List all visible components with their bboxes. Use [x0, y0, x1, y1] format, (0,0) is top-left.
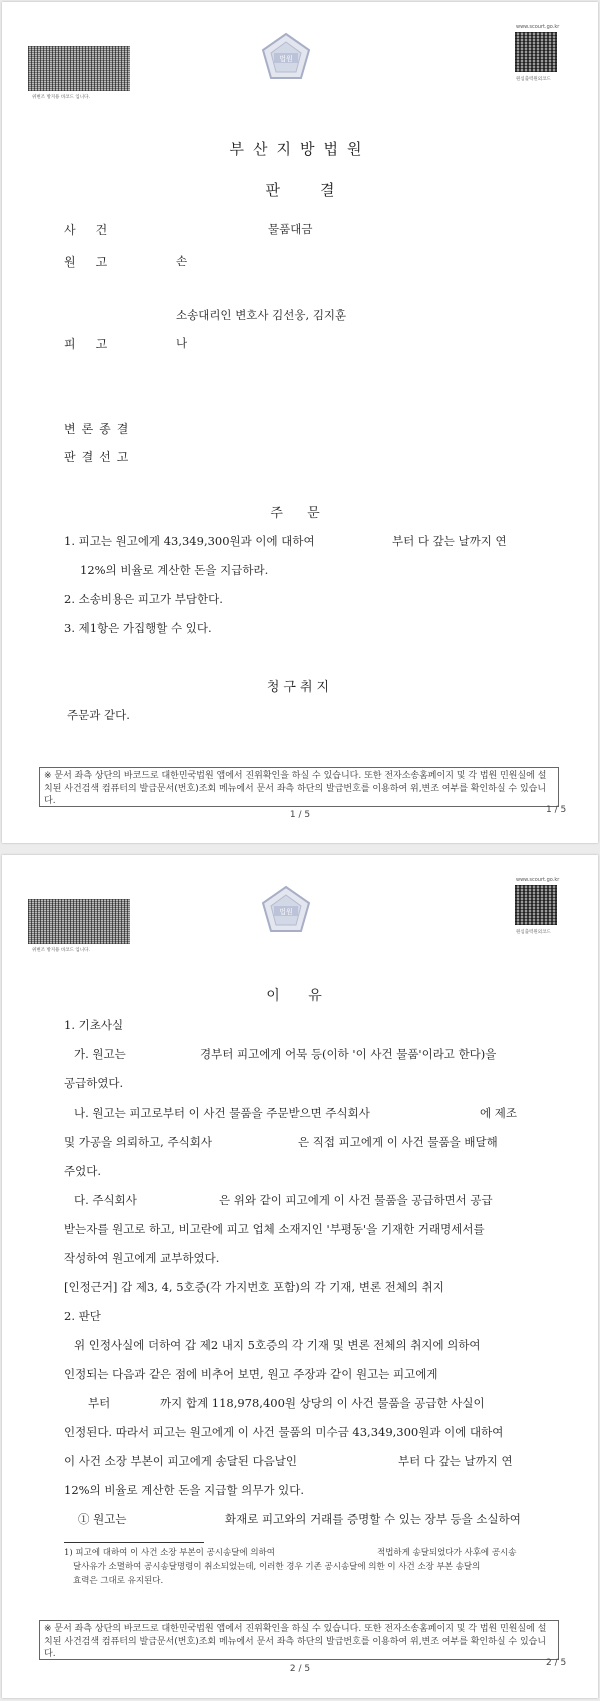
para-c-2: 은 위와 같이 피고에게 이 사건 물품을 공급하면서 공급 — [219, 1193, 493, 1207]
order-2: 2. 소송비용은 피고가 부담한다. — [64, 592, 223, 606]
judgment-line-2: 인정되는 다음과 같은 점에 비추어 보면, 원고 주장과 같이 원고는 피고에게 — [64, 1367, 438, 1381]
qr-caption: 원심출력원외코드 — [516, 930, 551, 935]
closing-date-label: 변론종결 — [64, 422, 135, 436]
court-name: 부산지방법원 — [229, 140, 371, 158]
order-heading: 주 문 — [270, 506, 330, 521]
counsel: 소송대리인 변호사 김선웅, 김지훈 — [176, 308, 347, 322]
page-number-right: 2 / 5 — [546, 1658, 567, 1668]
document-page-2 — [2, 855, 598, 1698]
judgment-line-7b: 화재로 피고와의 거래를 증명할 수 있는 장부 등을 소실하여 — [225, 1512, 521, 1526]
para-c-3: 받는자를 원고로 하고, 비고란에 피고 업체 소재지인 '부평동'을 기재한 거래명세서를 — [64, 1222, 485, 1236]
plaintiff-label: 원고 — [64, 255, 128, 269]
verification-notice: ※ 문서 좌측 상단의 바코드로 대한민국법원 앱에서 진위확인을 하실 수 있습니다. 또한 전자소송홈페이지 및 각 법원 민원실에 설치된 사건검색 컴퓨터의 발급문서(번호)조회 메뉴에서 문서 좌측 하단의 발급번호를 이용하여 위,변조 여부를 확인하실 수 있습니다. — [39, 1620, 559, 1660]
order-3: 3. 제1항은 가집행할 수 있다. — [64, 621, 212, 635]
verdict-date-label: 판결선고 — [64, 450, 135, 464]
footnote-divider — [64, 1542, 204, 1543]
para-a-1: 가. 원고는 — [74, 1047, 126, 1061]
judgment-line-6: 12%의 비율로 계산한 돈을 지급할 의무가 있다. — [64, 1483, 305, 1497]
section-2-title: 2. 판단 — [64, 1309, 101, 1323]
footnote-line-2: 달사유가 소멸하여 공시송달명령이 취소되었는데, 이러한 경우 기존 공시송달에 의한 이 사건 소장 부본 송달의 — [73, 1562, 481, 1572]
para-b-5: 주었다. — [64, 1164, 101, 1178]
footnote-line-1b: 적법하게 송달되었다가 사후에 공시송 — [377, 1548, 517, 1558]
evidence-basis: [인정근거] 갑 제3, 4, 5호증(각 가지번호 포함)의 각 기재, 변론 전체의 취지 — [64, 1280, 444, 1294]
seal-text: 법원 — [279, 55, 293, 63]
footnote-line-3: 효력은 그대로 유지된다. — [73, 1576, 164, 1586]
judgment-line-3b: 까지 합계 118,978,400원 상당의 이 사건 물품을 공급한 사실이 — [160, 1396, 485, 1410]
para-b-3: 및 가공을 의뢰하고, 주식회사 — [64, 1135, 212, 1149]
para-a-3: 공급하였다. — [64, 1076, 124, 1090]
para-b-1: 나. 원고는 피고로부터 이 사건 물품을 주문받으면 주식회사 — [74, 1106, 370, 1120]
page-number: 1 / 5 — [289, 810, 311, 820]
para-b-2: 에 제조 — [480, 1106, 517, 1120]
judgment-line-4: 인정된다. 따라서 피고는 원고에게 이 사건 물품의 미수금 43,349,300원과 이에 대하여 — [64, 1425, 504, 1439]
judgment-line-3a: 부터 — [88, 1396, 111, 1410]
defendant-label: 피고 — [64, 337, 128, 351]
document-page-1 — [2, 2, 598, 843]
order-1-part-c: 12%의 비율로 계산한 돈을 지급하라. — [80, 563, 269, 577]
barcode-caption: 위변조 방지용 바코드 입니다. — [32, 95, 90, 100]
document-title: 판결 — [265, 181, 375, 199]
page-number: 2 / 5 — [289, 1664, 311, 1674]
judgment-line-5b: 부터 다 갚는 날까지 연 — [398, 1454, 513, 1468]
qr-code — [515, 32, 557, 72]
verification-notice: ※ 문서 좌측 상단의 바코드로 대한민국법원 앱에서 진위확인을 하실 수 있습니다. 또한 전자소송홈페이지 및 각 법원 민원실에 설치된 사건검색 컴퓨터의 발급문서(번호)조회 메뉴에서 문서 좌측 하단의 발급번호를 이용하여 위,변조 여부를 확인하실 수 있습니다. — [39, 767, 559, 807]
para-b-4: 은 직접 피고에게 이 사건 물품을 배달해 — [298, 1135, 498, 1149]
case-value: 물품대금 — [268, 222, 313, 236]
section-1-title: 1. 기초사실 — [64, 1018, 124, 1032]
court-seal-icon — [260, 885, 312, 937]
verification-barcode — [28, 46, 130, 91]
footnote-line-1a: 1) 피고에 대하여 이 사건 소장 부본이 공시송달에 의하여 — [64, 1548, 275, 1558]
para-a-2: 경부터 피고에게 어묵 등(이하 '이 사건 물품'이라고 한다)을 — [200, 1047, 497, 1061]
para-c-1: 다. 주식회사 — [74, 1193, 137, 1207]
page-number-right: 1 / 5 — [546, 805, 567, 815]
verification-barcode — [28, 899, 130, 944]
defendant-value: 나 — [176, 336, 188, 350]
order-1-part-b: 부터 다 갚는 날까지 연 — [392, 534, 507, 548]
para-c-4: 작성하여 원고에게 교부하였다. — [64, 1251, 220, 1265]
plaintiff-value: 손 — [176, 254, 188, 268]
case-label: 사건 — [64, 223, 128, 237]
reasons-heading: 이 유 — [266, 988, 334, 1004]
claim-heading: 청구취지 — [266, 680, 334, 695]
court-seal-icon — [260, 32, 312, 84]
judgment-line-7a: ① 원고는 — [78, 1512, 127, 1526]
order-1-part-a: 1. 피고는 원고에게 43,349,300원과 이에 대하여 — [64, 534, 315, 548]
claim-text: 주문과 같다. — [67, 708, 130, 722]
judgment-line-1: 위 인정사실에 더하여 갑 제2 내지 5호증의 각 기재 및 변론 전체의 취지에 의하여 — [74, 1338, 481, 1352]
judgment-line-5a: 이 사건 소장 부본이 피고에게 송달된 다음날인 — [64, 1454, 298, 1468]
court-url: www.scourt.go.kr — [516, 877, 560, 883]
court-url: www.scourt.go.kr — [516, 24, 560, 30]
barcode-caption: 위변조 방지용 바코드 입니다. — [32, 948, 90, 953]
qr-code — [515, 885, 557, 925]
seal-text: 법원 — [279, 908, 293, 916]
qr-caption: 원심출력원외코드 — [516, 77, 551, 82]
